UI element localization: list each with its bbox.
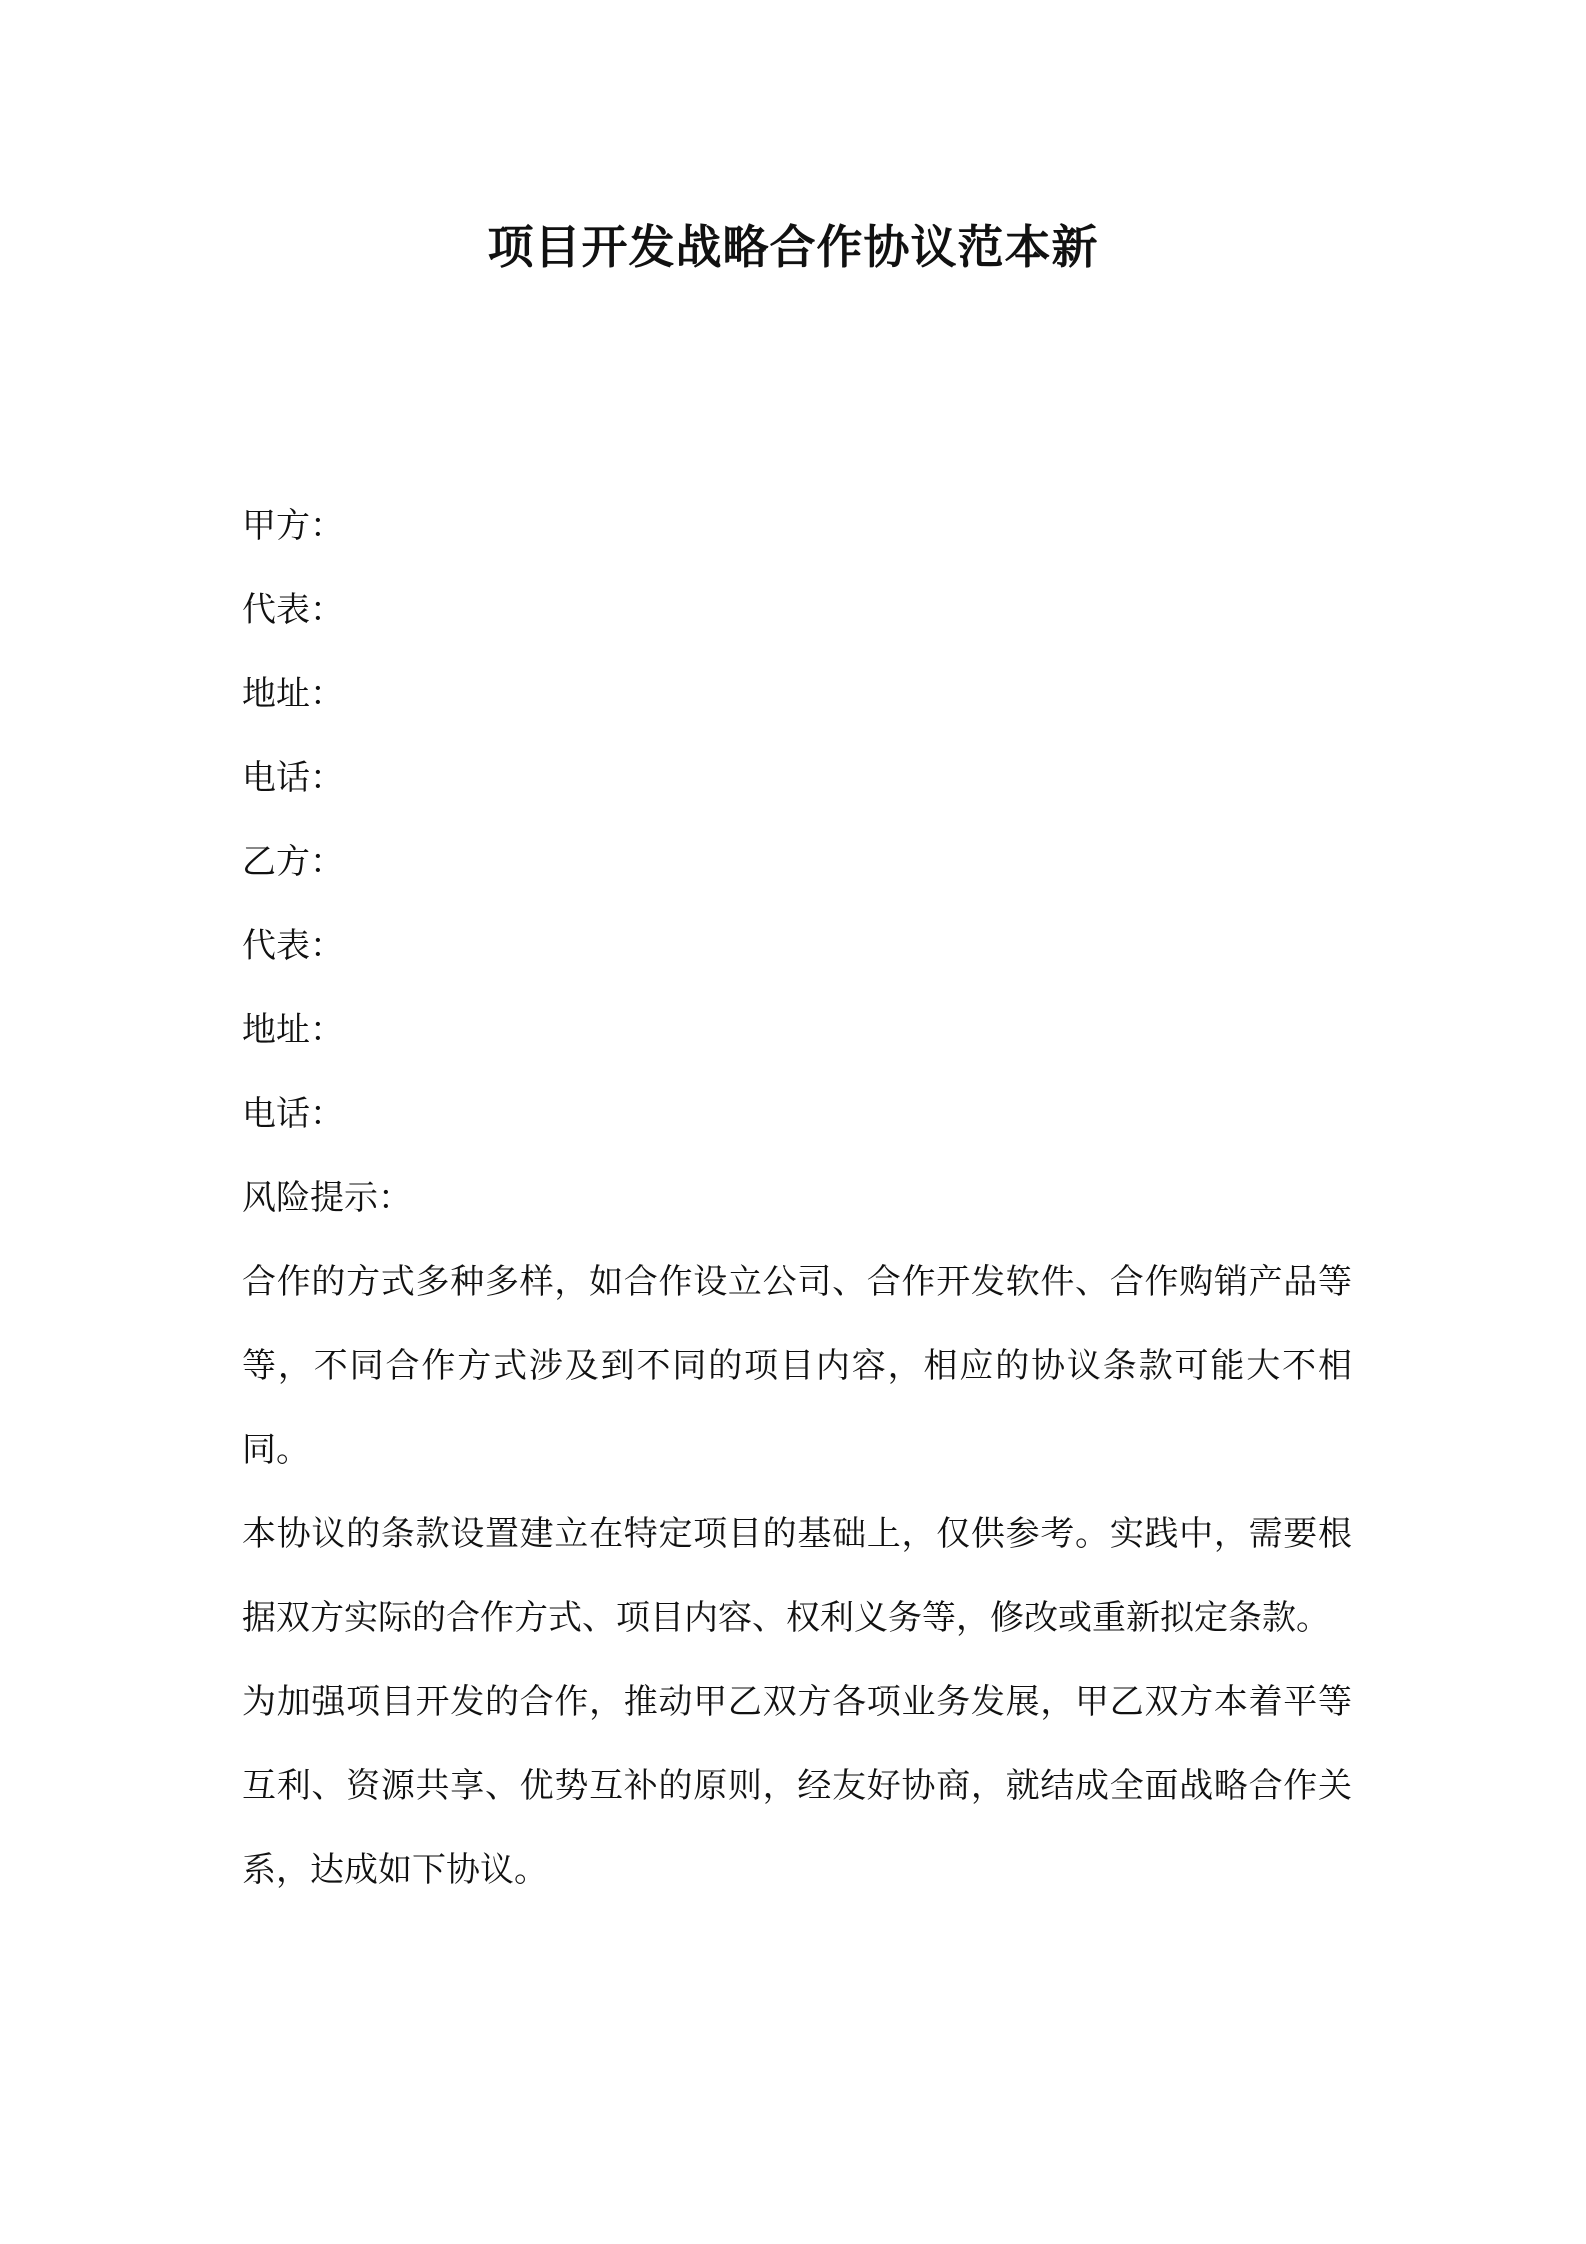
paragraph-cooperation-methods: 合作的方式多种多样，如合作设立公司、合作开发软件、合作购销产品等等，不同合作方式涉及到不同的项目内容，相应的协议条款可能大不相同。 — [242, 1262, 1352, 1470]
party-b-label: 乙方： — [242, 842, 344, 882]
paragraph-reference-note: 本协议的条款设置建立在特定项目的基础上，仅供参考。实践中，需要根据双方实际的合作方式、项目内容、权利义务等，修改或重新拟定条款。 — [242, 1514, 1352, 1638]
party-b-phone-label: 电话： — [242, 1094, 344, 1134]
party-b-address-label: 地址： — [242, 1010, 344, 1050]
party-b-representative-label: 代表： — [242, 926, 344, 966]
document-title: 项目开发战略合作协议范本新 — [487, 220, 1099, 274]
party-a-label: 甲方： — [242, 506, 344, 546]
party-a-phone-label: 电话： — [242, 758, 344, 798]
document-body — [242, 484, 1352, 1912]
party-a-representative-label: 代表： — [242, 590, 344, 630]
party-a-address-label: 地址： — [242, 674, 344, 714]
paragraph-agreement-intro: 为加强项目开发的合作，推动甲乙双方各项业务发展，甲乙双方本着平等互利、资源共享、优势互补的原则，经友好协商，就结成全面战略合作关系，达成如下协议。 — [242, 1682, 1352, 1890]
risk-notice-label: 风险提示： — [242, 1178, 412, 1218]
